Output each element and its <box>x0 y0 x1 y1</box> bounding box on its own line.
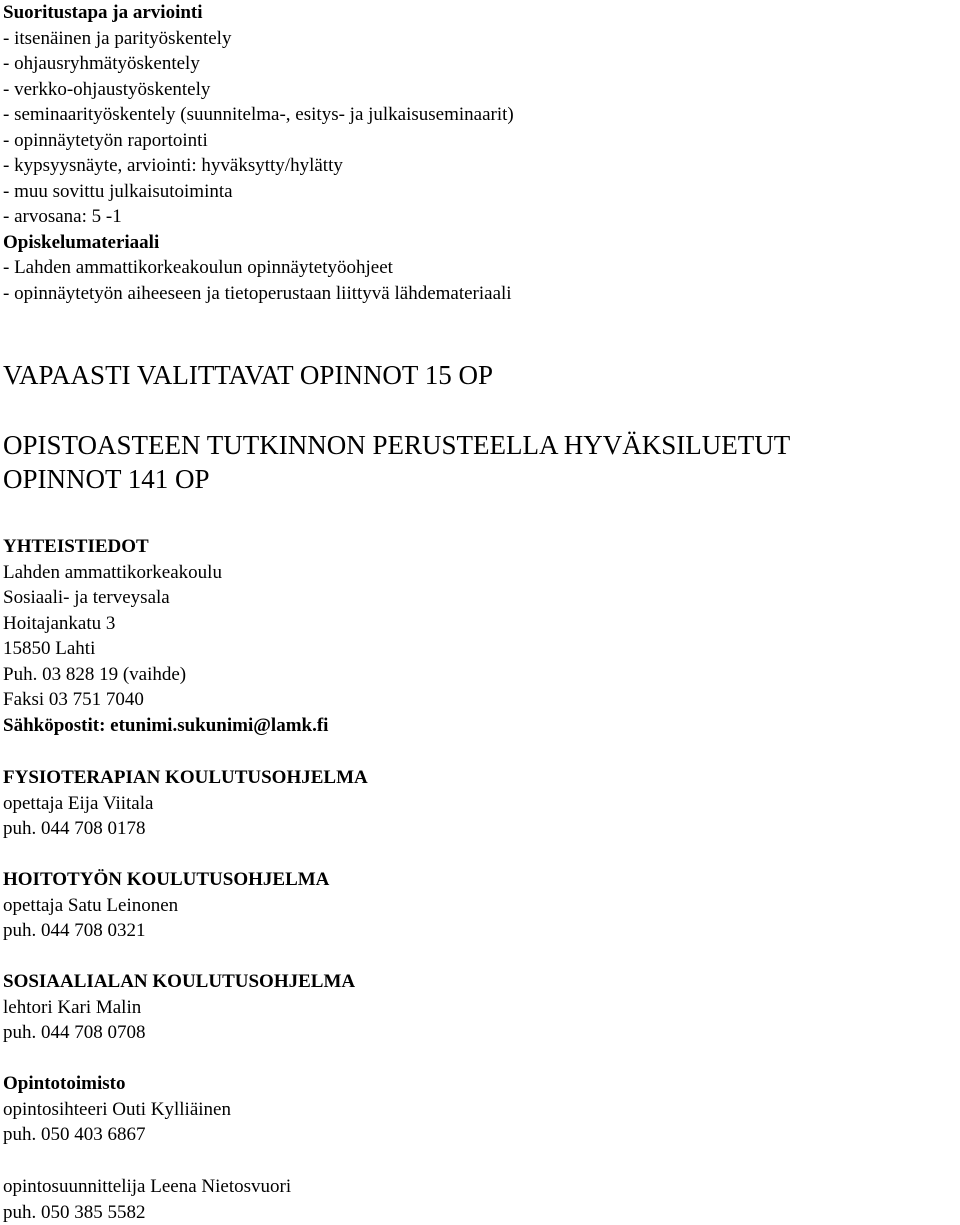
program-person: lehtori Kari Malin <box>3 996 142 1018</box>
list-item: - ohjausryhmätyöskentely <box>3 53 200 74</box>
contact-line: 15850 Lahti <box>3 638 96 659</box>
list-item: - opinnäytetyön raportointi <box>3 129 208 151</box>
accredited-heading-line2: OPINNOT 141 OP <box>3 464 210 494</box>
program-nursing <box>3 867 329 944</box>
program-heading: HOITOTYÖN KOULUTUSOHJELMA <box>3 869 330 890</box>
program-person: opettaja Eija Viitala <box>3 792 154 814</box>
materials-heading: Opiskelumateriaali <box>3 231 160 253</box>
program-heading: FYSIOTERAPIAN KOULUTUSOHJELMA <box>3 767 368 788</box>
list-item: - seminaarityöskentely (suunnitelma-, esitys- ja julkaisuseminaarit) <box>3 104 514 125</box>
contact-email: Sähköpostit: etunimi.sukunimi@lamk.fi <box>3 714 329 736</box>
list-item: - Lahden ammattikorkeakoulun opinnäytetyöohjeet <box>3 257 393 278</box>
list-item: - opinnäytetyön aiheeseen ja tietoperustaan liittyvä lähdemateriaali <box>3 282 512 304</box>
office-phone: puh. 050 403 6867 <box>3 1124 146 1145</box>
contact-line: Faksi 03 751 7040 <box>3 689 144 710</box>
contact-line: Hoitajankatu 3 <box>3 612 116 634</box>
electives-section <box>3 358 493 392</box>
program-physiotherapy <box>3 765 368 842</box>
program-phone: puh. 044 708 0178 <box>3 818 146 839</box>
accredited-heading-line1: OPISTOASTEEN TUTKINNON PERUSTEELLA HYVÄKSILUETUT <box>3 430 791 460</box>
list-item: - muu sovittu julkaisutoiminta <box>3 180 233 202</box>
electives-heading: VAPAASTI VALITTAVAT OPINNOT 15 OP <box>3 360 493 390</box>
contact-line: Puh. 03 828 19 (vaihde) <box>3 663 187 685</box>
office-section-2 <box>3 1174 291 1225</box>
contact-line: Lahden ammattikorkeakoulu <box>3 561 222 583</box>
contact-section <box>3 534 328 738</box>
list-item: - kypsyysnäyte, arviointi: hyväksytty/hylätty <box>3 155 343 176</box>
list-item: - arvosana: 5 -1 <box>3 206 122 227</box>
accredited-section <box>3 428 790 496</box>
list-item: - itsenäinen ja parityöskentely <box>3 27 232 49</box>
office-section <box>3 1071 231 1148</box>
office-person: opintosuunnittelija Leena Nietosvuori <box>3 1176 292 1197</box>
office-phone: puh. 050 385 5582 <box>3 1201 146 1223</box>
office-heading: Opintotoimisto <box>3 1073 126 1094</box>
assessment-heading: Suoritustapa ja arviointi <box>3 2 203 23</box>
office-person: opintosihteeri Outi Kylliäinen <box>3 1098 231 1120</box>
program-heading: SOSIAALIALAN KOULUTUSOHJELMA <box>3 971 356 992</box>
program-person: opettaja Satu Leinonen <box>3 894 179 916</box>
program-phone: puh. 044 708 0321 <box>3 920 146 941</box>
assessment-section <box>3 0 514 306</box>
program-social <box>3 969 355 1046</box>
program-phone: puh. 044 708 0708 <box>3 1022 146 1043</box>
list-item: - verkko-ohjaustyöskentely <box>3 78 211 100</box>
contact-heading: YHTEISTIEDOT <box>3 536 149 557</box>
contact-line: Sosiaali- ja terveysala <box>3 587 170 608</box>
